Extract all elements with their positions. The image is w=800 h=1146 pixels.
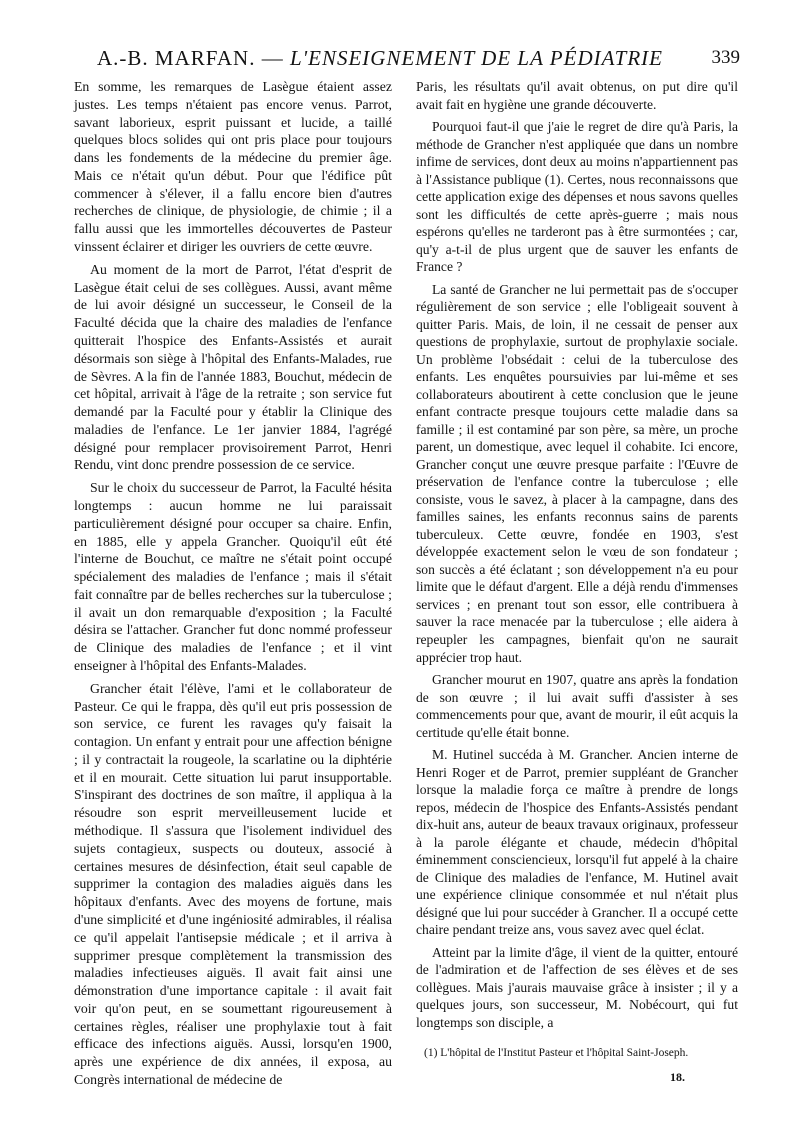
- paragraph: Atteint par la limite d'âge, il vient de la quitter, entouré de l'admiration et de l'affection de ses élèves et de ses collègues. Mais j'aurais mauvaise grâce à insister ; il y a quelques jours, son successeur, M. Nobécourt, qui fut longtemps son disciple, a: [416, 944, 738, 1030]
- signature-mark: 18.: [670, 1070, 685, 1084]
- paragraph: Sur le choix du successeur de Parrot, la Faculté hésita longtemps : aucun homme ne lui paraissait particulièrement désigné pour occuper sa chaire. Enfin, en 1885, elle y appela Grancher. Quoiqu'il eût été l'interne de Bouchut, ce maître ne s'était point occupé spécialement des maladies de l'enfance ; mais il s'était fait connaître par de belles recherches sur la tuberculose ; il avait un don remarquable d'exposition ; la Faculté désira se l'attacher. Grancher fut donc nommé professeur de Clinique des maladies de l'enfance ; et il vint enseigner à l'hôpital des Enfants-Malades.: [74, 480, 392, 673]
- paragraph: Pourquoi faut-il que j'aie le regret de dire qu'à Paris, la méthode de Grancher n'est appliquée que dans un nombre infime de services, dont deux au moins n'appartiennent pas à l'Assistance publique (1). Certes, nous reconnaissons que cette application exige des dépenses et nous savons quelles sont les difficultés de cette après-guerre ; mais nous espérons qu'elles ne tarderont pas à être surmontées ; car, qu'y a-t-il de plus urgent que de sauver les enfants de France ?: [416, 119, 738, 275]
- author-name: A.-B. MARFAN. —: [97, 46, 284, 70]
- article-title: L'ENSEIGNEMENT DE LA PÉDIATRIE: [289, 46, 663, 70]
- running-title: [80, 44, 680, 72]
- paragraph: M. Hutinel succéda à M. Grancher. Ancien interne de Henri Roger et de Parrot, premier suppléant de Grancher lorsque la maladie força ce maître à prendre de longs repos, médecin de l'hospice des Enfants-Assistés pendant dix-huit ans, auteur de beaux travaux originaux, professeur à la parole élégante et chaude, médecin d'hôpital éminemment consciencieux, lorsqu'il fut appelé à la chaire de Clinique des maladies de l'enfance, M. Hutinel avait une expérience clinique consommée et nul n'était plus désigné que lui pour succéder à Grancher. Il a occupé cette chaire pendant treize ans, vous savez avec quel éclat.: [416, 747, 738, 938]
- paragraph: La santé de Grancher ne lui permettait pas de s'occuper régulièrement de son service ; elle l'obligeait souvent à quitter Paris. Mais, de loin, il ne cessait de penser aux questions de prophylaxie, surtout de prophylaxie sociale. Un problème l'obsédait : celui de la tuberculose des enfants. Les enquêtes poursuivies par lui-même et ses collaborateurs aboutirent à cette conclusion que le jeune enfant contracte presque toujours cette maladie dans sa famille ; il est contaminé par son père, sa mère, un proche parent, un domestique, avec lequel il cohabite. Ici encore, Grancher conçut une œuvre presque parfaite : l'Œuvre de préservation de l'enfance contre la tuberculose ; elle consiste, vous le savez, à placer à la campagne, dans des familles saines, les enfants reconnus sains de parents tuberculeux. Cette œuvre, fondée en 1903, s'est développée exactement selon le vœu de son fondateur ; son succès a été éclatant ; son développement n'a eu pour limite que le défaut d'argent. Elle a déjà rendu d'immenses services ; en prenant tout son essor, elle contribuera à sauver la race menacée par la tuberculose ; elle aidera à repeupler les campagnes, bienfait qu'on ne saurait apprécier trop haut.: [416, 281, 738, 665]
- footnote: (1) L'hôpital de l'Institut Pasteur et l'hôpital Saint-Joseph.: [424, 1047, 689, 1059]
- right-column: [416, 78, 738, 1036]
- running-head: [80, 44, 740, 72]
- paragraph: Paris, les résultats qu'il avait obtenus, on put dire qu'il avait fait en hygiène une grande découverte.: [416, 79, 738, 112]
- left-column: [74, 78, 392, 1094]
- paragraph: Grancher mourut en 1907, quatre ans après la fondation de son œuvre ; il lui avait suffi d'assister à ses commencements pour que, avant de mourir, il eût acquis la certitude qu'elle était bonne.: [416, 672, 738, 740]
- paragraph: Au moment de la mort de Parrot, l'état d'esprit de Lasègue était celui de ses collègues. Aussi, avant même de lui avoir désigné un successeur, le Conseil de la Faculté décida que la chaire des maladies de l'enfance quitterait l'hospice des Enfants-Assistés et aurait désormais son siège à l'hôpital des Enfants-Malades, rue de Sèvres. A la fin de l'année 1883, Bouchut, médecin de cet hôpital, arrivait à l'âge de la retraite ; son service fut demandé par la Faculté pour y établir la Clinique des maladies de l'enfance. Le 1er janvier 1884, l'agrégé désigné pour remplacer provisoirement Parrot, Henri Rendu, vint donc prendre possession de ce service.: [74, 261, 392, 473]
- paragraph: En somme, les remarques de Lasègue étaient assez justes. Les temps n'étaient pas encore venus. Parrot, savant laborieux, esprit puissant et lucide, a taillé quelques blocs solides qui ont pris place pour toujours dans les fondements de la médecine du premier âge. Mais ce n'était qu'un début. Pour que l'édifice pût commencer à s'élever, il a fallu encore bien d'autres recherches de clinique, de physiologie, de chimie ; il a fallu aussi que les immortelles découvertes de Pasteur vinssent éclairer et diriger les ouvriers de cette œuvre.: [74, 79, 392, 255]
- page-number: 339: [711, 47, 740, 68]
- paragraph: Grancher était l'élève, l'ami et le collaborateur de Pasteur. Ce qui le frappa, dès qu'il eut pris possession de son service, ce furent les ravages qu'y faisait la contagion. Un enfant y entrait pour une affection bénigne ; il y contractait la rougeole, la scarlatine ou la diphtérie et il en mourait. Cette situation lui parut insupportable. S'inspirant des doctrines de son maître, il appliqua à la résoudre son esprit merveilleusement lucide et méthodique. Il s'assura que l'isolement individuel des sujets contagieux, suspects ou douteux, associé à certaines mesures de désinfection, était seul capable de supprimer la contagion des maladies aiguës dans les hôpitaux d'enfants. Avec des moyens de fortune, mais d'une simplicité et d'une ingéniosité admirables, il réalisa ce qu'il appelait l'antisepsie médicale ; et il arriva à supprimer presque complètement la transmission des maladies infectieuses aiguës. Il avait fait ainsi une démonstration d'une importance capitale : il avait fait voir qu'on peut, en se soumettant rigoureusement à certaines règles, réaliser une prophylaxie tout à fait efficace des infections aiguës. Aussi, lorsqu'en 1900, après une expérience de dix années, il exposa, au Congrès international de médecine de: [74, 680, 392, 1087]
